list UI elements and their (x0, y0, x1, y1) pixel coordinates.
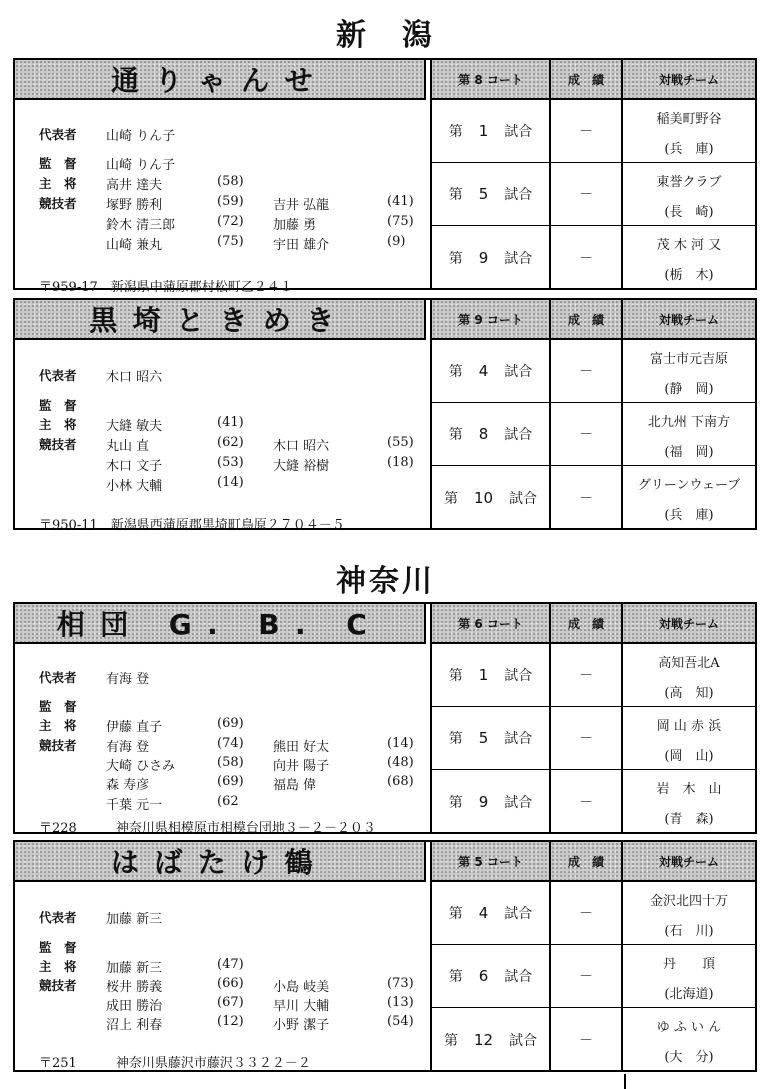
opponent (623, 770, 755, 833)
court-header: 第 6 コート (432, 604, 551, 644)
player-age: (75) (387, 214, 414, 229)
postal-code: 〒950-11 (39, 518, 98, 533)
team-name: 通りゃんせ (15, 60, 426, 100)
players-label: 競技者 (39, 437, 77, 452)
prefecture-heading: 神奈川 (336, 564, 435, 599)
player-name: 木口 昭六 (273, 439, 330, 454)
player-name: 千葉 元一 (106, 798, 163, 813)
match-result: － (551, 340, 623, 402)
opponent-name: 岡 山 赤 浜 (656, 719, 722, 734)
player-age: (66) (217, 976, 244, 991)
player-name: 大縫 裕樹 (273, 459, 330, 474)
manager-label: 監 督 (39, 398, 77, 413)
player-age: (53) (217, 455, 244, 470)
opponent (623, 226, 755, 289)
team-block (13, 58, 757, 295)
opponent (623, 403, 755, 465)
match-row (432, 1008, 755, 1071)
representative-label: 代表者 (39, 910, 77, 925)
page-edge-mark (624, 1074, 626, 1089)
player-name: 吉井 弘龍 (273, 198, 330, 213)
match-result: － (551, 163, 623, 225)
player-name: 成田 勝治 (106, 999, 163, 1014)
match-row (432, 163, 755, 226)
postal-code: 〒959-17 (39, 280, 98, 295)
court-header: 第 8 コート (432, 60, 551, 100)
player-age: (13) (387, 995, 414, 1010)
player-name: 小林 大輔 (106, 479, 163, 494)
captain-label: 主 将 (39, 417, 77, 432)
player-age: (41) (387, 194, 414, 209)
opponent-name: 茂 木 河 又 (656, 238, 722, 253)
player-age: (14) (217, 475, 244, 490)
match-row (432, 770, 755, 833)
opponent-name: 岩 木 山 (656, 782, 722, 797)
match-result: － (551, 882, 623, 944)
match-number: 第 8 試合 (432, 403, 551, 465)
opponent-name: 稲美町野谷 (656, 112, 722, 127)
opponent-prefecture: (兵 庫) (664, 142, 714, 157)
postal-code: 〒228 (39, 821, 77, 836)
opponent-name: グリーンウェーブ (637, 478, 741, 493)
opponent-name: 富士市元吉原 (649, 352, 728, 367)
player-age: (48) (387, 755, 414, 770)
player-name: 宇田 雄介 (273, 238, 330, 253)
player-name: 森 寿彦 (106, 778, 150, 793)
player-age: (59) (217, 194, 244, 209)
result-header: 成 績 (551, 60, 623, 100)
opponent-name: 東誉クラブ (656, 175, 722, 190)
match-number: 第 5 試合 (432, 163, 551, 225)
player-name: 小野 潔子 (273, 1018, 330, 1033)
team-block (13, 840, 757, 1072)
player-age: (54) (387, 1014, 414, 1029)
opponent-name: ゆ ふ い ん (656, 1020, 722, 1035)
opponent-prefecture: (青 森) (664, 812, 714, 827)
representative-name: 木口 昭六 (106, 370, 163, 385)
team-block (13, 298, 757, 533)
opponent-prefecture: (静 岡) (664, 382, 714, 397)
player-name: 桜井 勝義 (106, 980, 163, 995)
opponent-header: 対戦チーム (623, 60, 755, 100)
match-number: 第 6 試合 (432, 945, 551, 1007)
match-number: 第 1 試合 (432, 644, 551, 706)
match-row (432, 100, 755, 163)
player-age: (75) (217, 234, 244, 249)
team-roster (15, 644, 426, 836)
match-result: － (551, 945, 623, 1007)
opponent-prefecture: (大 分) (664, 1050, 714, 1065)
match-number: 第 5 試合 (432, 707, 551, 769)
match-row (432, 644, 755, 707)
manager-label: 監 督 (39, 699, 77, 714)
player-name: 加藤 勇 (273, 218, 317, 233)
address-line (39, 514, 345, 533)
representative-name: 山崎 りん子 (106, 129, 176, 144)
team-name: 黒埼ときめき (15, 300, 426, 340)
captain-age: (69) (217, 716, 244, 731)
player-age: (72) (217, 214, 244, 229)
opponent (623, 644, 755, 706)
manager-label: 監 督 (39, 940, 77, 955)
player-name: 山崎 兼丸 (106, 238, 163, 253)
captain-age: (41) (217, 415, 244, 430)
result-header: 成 績 (551, 842, 623, 882)
representative-name: 有海 登 (106, 672, 150, 687)
representative-label: 代表者 (39, 368, 77, 383)
match-result: － (551, 644, 623, 706)
captain-label: 主 将 (39, 176, 77, 191)
representative-label: 代表者 (39, 670, 77, 685)
player-age: (74) (217, 736, 244, 751)
opponent-header: 対戦チーム (623, 604, 755, 644)
match-number: 第 1 試合 (432, 100, 551, 162)
captain-age: (47) (217, 957, 244, 972)
captain-label: 主 将 (39, 959, 77, 974)
match-row (432, 403, 755, 466)
match-number: 第 9 試合 (432, 226, 551, 289)
player-name: 福島 偉 (273, 778, 317, 793)
match-result: － (551, 403, 623, 465)
players-label: 競技者 (39, 978, 77, 993)
opponent-header: 対戦チーム (623, 842, 755, 882)
team-block (13, 602, 757, 834)
court-header: 第 5 コート (432, 842, 551, 882)
opponent (623, 1008, 755, 1071)
representative-label: 代表者 (39, 127, 77, 142)
player-age: (67) (217, 995, 244, 1010)
team-roster (15, 882, 426, 1070)
opponent (623, 340, 755, 402)
player-name: 沼上 利春 (106, 1018, 163, 1033)
opponent-prefecture: (北海道) (664, 987, 714, 1002)
match-row (432, 226, 755, 289)
player-age: (14) (387, 736, 414, 751)
match-result: － (551, 100, 623, 162)
opponent-prefecture: (高 知) (664, 686, 714, 701)
match-row (432, 707, 755, 770)
opponent (623, 707, 755, 769)
opponent-name: 高知吾北A (658, 656, 720, 671)
match-number: 第 9 試合 (432, 770, 551, 833)
match-number: 第 4 試合 (432, 882, 551, 944)
opponent-prefecture: (石 川) (664, 924, 714, 939)
opponent-prefecture: (岡 山) (664, 749, 714, 764)
opponent-name: 丹 頂 (662, 957, 715, 972)
opponent-prefecture: (福 岡) (664, 445, 714, 460)
opponent-prefecture: (栃 木) (664, 268, 714, 283)
player-age: (12) (217, 1014, 244, 1029)
match-result: － (551, 226, 623, 289)
captain-name: 加藤 新三 (106, 961, 163, 976)
manager-label: 監 督 (39, 156, 77, 171)
captain-label: 主 将 (39, 718, 77, 733)
player-age: (62 (217, 794, 239, 809)
match-result: － (551, 770, 623, 833)
player-age: (9) (387, 234, 406, 249)
player-age: (55) (387, 435, 414, 450)
match-row (432, 340, 755, 403)
player-age: (62) (217, 435, 244, 450)
court-header: 第 9 コート (432, 300, 551, 340)
player-name: 有海 登 (106, 740, 150, 755)
address: 神奈川県相模原市相模台団地３－２－２０３ (115, 821, 376, 836)
opponent (623, 466, 755, 529)
result-header: 成 績 (551, 300, 623, 340)
players-label: 競技者 (39, 738, 77, 753)
representative-name: 加藤 新三 (106, 912, 163, 927)
match-row (432, 466, 755, 529)
opponent (623, 882, 755, 944)
prefecture-heading: 新 潟 (336, 18, 435, 53)
players-label: 競技者 (39, 196, 77, 211)
result-header: 成 績 (551, 604, 623, 644)
manager-name: 山崎 りん子 (106, 158, 176, 173)
opponent-prefecture: (兵 庫) (664, 508, 714, 523)
player-name: 塚野 勝利 (106, 198, 163, 213)
captain-name: 高井 達夫 (106, 178, 163, 193)
opponent (623, 100, 755, 162)
match-number: 第 12 試合 (432, 1008, 551, 1071)
player-name: 早川 大輔 (273, 999, 330, 1014)
address: 神奈川県藤沢市藤沢３３２２－２ (115, 1056, 311, 1071)
address: 新潟県中蒲原郡村松町乙２４１ (110, 280, 293, 295)
opponent-prefecture: (長 崎) (664, 205, 714, 220)
opponent (623, 945, 755, 1007)
team-name: 相団 G. B. C (15, 604, 426, 644)
address-line (39, 817, 376, 836)
player-name: 鈴木 清三郎 (106, 218, 176, 233)
team-name: はばたけ鶴 (15, 842, 426, 882)
match-number: 第 10 試合 (432, 466, 551, 529)
address: 新潟県西蒲原郡黒埼町鳥原２７０４－５ (110, 518, 345, 533)
match-row (432, 882, 755, 945)
player-name: 丸山 直 (106, 439, 150, 454)
team-roster (15, 100, 426, 295)
address-line (39, 276, 293, 295)
match-result: － (551, 1008, 623, 1071)
player-age: (73) (387, 976, 414, 991)
match-result: － (551, 466, 623, 529)
player-age: (69) (217, 774, 244, 789)
match-number: 第 4 試合 (432, 340, 551, 402)
player-name: 小島 岐美 (273, 980, 330, 995)
player-name: 木口 文子 (106, 459, 163, 474)
address-line (39, 1052, 311, 1071)
captain-name: 伊藤 直子 (106, 720, 163, 735)
team-roster (15, 340, 426, 533)
captain-age: (58) (217, 174, 244, 189)
opponent-header: 対戦チーム (623, 300, 755, 340)
match-result: － (551, 707, 623, 769)
player-age: (18) (387, 455, 414, 470)
player-name: 向井 陽子 (273, 759, 330, 774)
postal-code: 〒251 (39, 1056, 77, 1071)
captain-name: 大縫 敏夫 (106, 419, 163, 434)
opponent-name: 金沢北四十万 (649, 894, 728, 909)
opponent-name: 北九州 下南方 (647, 415, 731, 430)
player-name: 熊田 好太 (273, 740, 330, 755)
player-age: (68) (387, 774, 414, 789)
opponent (623, 163, 755, 225)
match-row (432, 945, 755, 1008)
player-age: (58) (217, 755, 244, 770)
player-name: 大崎 ひさみ (106, 759, 176, 774)
